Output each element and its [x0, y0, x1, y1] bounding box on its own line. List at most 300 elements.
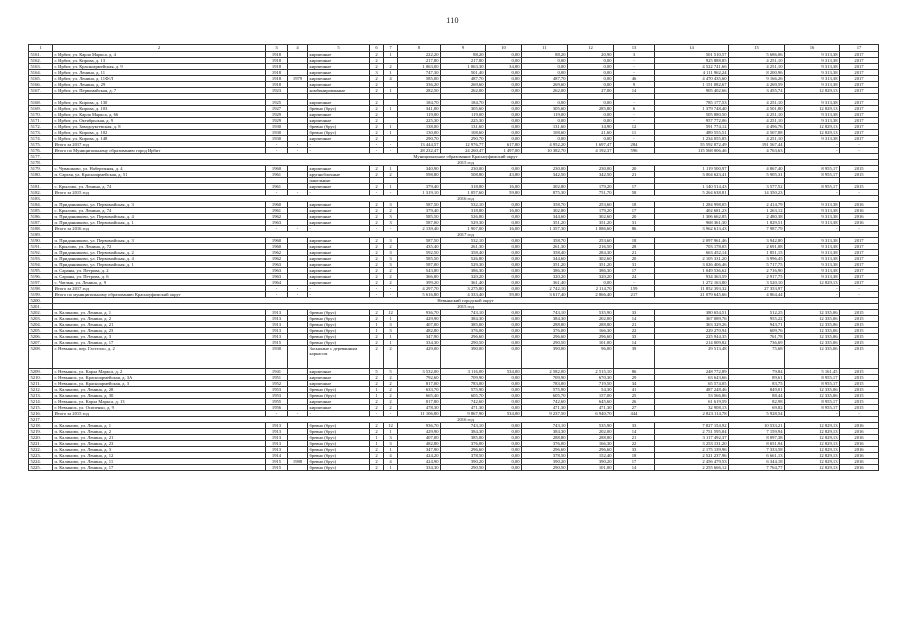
table-cell: 5173. [29, 129, 53, 135]
table-cell: 1 357,30 [522, 225, 568, 231]
table-cell: 13 444,57 [398, 141, 441, 147]
table-cell: 5208. [29, 345, 53, 368]
table-cell: 1 319,10 [398, 189, 441, 195]
row-number-cell: 5178. [29, 159, 53, 165]
table-cell: 2 [370, 171, 384, 177]
table-cell: - [308, 147, 370, 153]
table-cell: бревно (брус) [308, 446, 370, 452]
table-cell: 341,00 [398, 105, 441, 111]
table-cell: 214 009,82 [655, 339, 729, 345]
table-cell: 2017 [840, 81, 879, 87]
table-cell: 11 106,80 [398, 410, 441, 416]
table-cell: 2017 [840, 87, 879, 93]
table-cell: - [370, 147, 384, 153]
table-cell: - [288, 189, 308, 195]
table-cell: 0,00 [486, 333, 522, 339]
table-cell: - [308, 291, 370, 297]
table-cell: 3 520,10 [729, 279, 785, 285]
table-cell: 1963 [266, 219, 288, 225]
table-cell: 2017 [840, 123, 879, 129]
table-cell: 2015 [840, 368, 879, 374]
table-cell: 1 [384, 129, 398, 135]
table-cell: 288,80 [522, 434, 568, 440]
table-cell: 6 [614, 105, 655, 111]
table-cell: - [614, 69, 655, 75]
table-cell: 2016 [840, 446, 879, 452]
table-cell: 1960 [266, 165, 288, 171]
table-cell: г. Ирбит, ул. Заводоуктевская, д. 8 [53, 123, 266, 129]
table-cell: 0,00 [486, 327, 522, 333]
table-cell: 9 313,38 [785, 201, 840, 207]
table-cell: 1 057,60 [441, 189, 486, 195]
table-cell: бревно (брус) [308, 105, 370, 111]
table-cell: 28 [614, 243, 655, 249]
table-cell: 407,00 [398, 321, 441, 327]
table-cell: 20 [614, 165, 655, 171]
table-cell: с. Крылово, ул. Ленина, д. 74 [53, 183, 266, 189]
table-cell: 351,20 [568, 219, 614, 225]
table-cell: 0,00 [486, 464, 522, 470]
table-cell [308, 345, 370, 368]
table-cell: 934 363,59 [655, 273, 729, 279]
table-cell: бревно (брус) [308, 309, 370, 315]
table-cell: 5203. [29, 315, 53, 321]
table-cell: 390,20 [522, 458, 568, 464]
table-cell: 5182. [29, 189, 53, 195]
table-cell: 0,00 [486, 261, 522, 267]
table-cell: 2 [370, 267, 384, 273]
table-cell: 3 617,40 [522, 291, 568, 297]
table-cell: 296,60 [522, 446, 568, 452]
table-cell: 925 888,85 [655, 57, 729, 63]
table-cell: 3 996,45 [729, 255, 785, 261]
table-cell: - [614, 135, 655, 141]
table-cell: 261,30 [522, 243, 568, 249]
table-cell: 2 [370, 219, 384, 225]
table-cell: г. Ирбит, ул. Ленина, д. 11Ф/Л [53, 75, 266, 81]
table-cell: 253,60 [568, 201, 614, 207]
table-cell: 5170. [29, 111, 53, 117]
table-cell: 5210. [29, 374, 53, 380]
table-cell: 12 829,13 [785, 434, 840, 440]
table-cell: - [288, 285, 308, 291]
table-cell: 3 [384, 219, 398, 225]
table-cell: 943,71 [729, 321, 785, 327]
table-cell: 88,20 [522, 51, 568, 57]
table-cell: 2016 [840, 207, 879, 213]
table-cell: 1962 [266, 255, 288, 261]
table-cell: 9 313,38 [785, 243, 840, 249]
table-cell: 5218. [29, 422, 53, 428]
column-number-cell: 8 [398, 45, 441, 52]
table-cell: 575,90 [522, 386, 568, 392]
table-cell: 0,00 [486, 243, 522, 249]
table-cell: 1930 [266, 345, 288, 368]
table-cell: - [384, 285, 398, 291]
table-cell: 4 251,10 [729, 63, 785, 69]
table-cell: 2 480,38 [729, 213, 785, 219]
table-cell: 9 313,38 [785, 237, 840, 243]
table-cell: 16,00 [486, 207, 522, 213]
row-number-cell: 5177. [29, 153, 53, 159]
table-cell: 12 335,06 [785, 345, 840, 368]
table-cell: 21 [614, 321, 655, 327]
table-cell: 159 [614, 285, 655, 291]
table-cell: 0,00 [522, 57, 568, 63]
table-cell: 478,30 [398, 404, 441, 410]
table-cell: 1913 [266, 440, 288, 446]
table-cell: 217,80 [441, 57, 486, 63]
table-cell: 4 496,76 [729, 123, 785, 129]
table-cell: 6 940,70 [568, 410, 614, 416]
table-cell: 0,00 [486, 117, 522, 123]
table-cell: 2015 [840, 345, 879, 368]
table-cell: 2016 [840, 458, 879, 464]
table-cell: 5187. [29, 219, 53, 225]
table-cell: - [384, 225, 398, 231]
table-cell: 1 379 748,40 [655, 105, 729, 111]
table-cell: 5176. [29, 147, 53, 153]
table-cell: 253,60 [568, 237, 614, 243]
table-cell: 379,40 [398, 183, 441, 189]
table-cell: 1925 [266, 99, 288, 105]
table-cell: 2016 [840, 201, 879, 207]
table-cell: 2 [370, 183, 384, 189]
table-cell: г. Ирбит, ул. Ленина, д. 11 [53, 69, 266, 75]
section-title-cell: 2015 год [53, 159, 879, 165]
table-cell: 1929 [266, 117, 288, 123]
table-cell: 1961 [266, 183, 288, 189]
table-cell: 875,30 [522, 189, 568, 195]
table-cell: 1 [370, 440, 384, 446]
table-cell: 5184. [29, 201, 53, 207]
table-cell [288, 345, 308, 368]
table-cell: 2016 [840, 434, 879, 440]
table-cell: 8 955,17 [785, 398, 840, 404]
table-cell: бревно (брус) [308, 321, 370, 327]
table-cell: 1963 [266, 267, 288, 273]
table-cell: 1 263,12 [729, 207, 785, 213]
table-cell: 2015 [840, 404, 879, 410]
table-cell: 0,00 [486, 345, 522, 368]
table-cell: г. Невьянск, ул. Красноармейская, д. 3А [53, 374, 266, 380]
table-cell: г. Невьянск, ул. Красноармейская, д. 3 [53, 380, 266, 386]
table-cell: 1 497,00 [486, 147, 522, 153]
table-cell: 31 [614, 261, 655, 267]
table-cell: 5224. [29, 458, 53, 464]
table-cell: 585,50 [398, 255, 441, 261]
table-cell: бревно (брус) [308, 327, 370, 333]
table-cell: 12 829,13 [785, 129, 840, 135]
row-number-cell: 5200. [29, 297, 53, 303]
page-number: 110 [446, 16, 459, 25]
table-cell: 2 [384, 207, 398, 213]
table-cell: 424,20 [398, 452, 441, 458]
table-cell: 2 [384, 273, 398, 279]
table-cell: 2015 [840, 392, 879, 398]
table-cell: 18 [614, 452, 655, 458]
table-cell: 5196. [29, 273, 53, 279]
table-cell: п. Приданниково, ул. Первомайская, д. 3 [53, 237, 266, 243]
table-cell: 5193. [29, 255, 53, 261]
table-cell: 0,00 [522, 63, 568, 69]
table-cell: 229 270,94 [655, 327, 729, 333]
table-cell: п. Калиново, ул. Ленина, д. 3 [53, 446, 266, 452]
table-cell: 592,50 [398, 249, 441, 255]
table-cell: г. Ирбит, ул. Карла Маркса, д. 4 [53, 51, 266, 57]
table-cell: - [840, 141, 879, 147]
table-cell: 230,00 [568, 165, 614, 171]
column-number-cell: 17 [840, 45, 879, 52]
table-cell: 12 829,13 [785, 428, 840, 434]
table-cell: 9 313,38 [785, 51, 840, 57]
table-cell: 9 313,38 [785, 111, 840, 117]
table-cell: 3 116,00 [441, 368, 486, 374]
table-cell: 1915 [266, 458, 288, 464]
table-cell: 320,20 [568, 273, 614, 279]
table-cell: 0,00 [486, 51, 522, 57]
table-cell: 1913 [266, 428, 288, 434]
table-cell: кирпичные [308, 183, 370, 189]
table-cell: 9 313,38 [785, 57, 840, 63]
table-cell: 17 [614, 207, 655, 213]
table-row [29, 464, 879, 470]
table-cell: 367 089,76 [655, 315, 729, 321]
table-cell: 22 [614, 440, 655, 446]
table-cell: 0,00 [486, 123, 522, 129]
table-cell: - [840, 225, 879, 231]
table-cell: 20 [614, 255, 655, 261]
table-cell: 54,30 [568, 386, 614, 392]
table-cell: 5 717,75 [729, 261, 785, 267]
table-cell: 1 829,51 [729, 219, 785, 225]
table-cell: 596 [614, 147, 655, 153]
table-cell: 2 [370, 111, 384, 117]
table-cell: 179,20 [568, 207, 614, 213]
table-cell: 11 852 393,32 [655, 285, 729, 291]
table-cell: 2 255 666,12 [655, 464, 729, 470]
table-cell: 2 [384, 267, 398, 273]
table-cell: 617,80 [486, 141, 522, 147]
table-cell: 86 [614, 368, 655, 374]
table-cell: 83,75 [729, 380, 785, 386]
table-cell: 358,40 [522, 249, 568, 255]
table-cell: 5164. [29, 69, 53, 75]
table-cell: 2 [370, 99, 384, 105]
table-cell: 1 [384, 69, 398, 75]
table-cell: 32 908,13 [655, 404, 729, 410]
table-cell: 88,20 [441, 51, 486, 57]
table-cell: 2017 [840, 105, 879, 111]
column-number-cell: 3 [266, 45, 288, 52]
table-cell: 17 [614, 458, 655, 464]
table-cell: 3 253 131,20 [655, 440, 729, 446]
table-cell: 9 313,38 [785, 81, 840, 87]
table-cell: - [288, 291, 308, 297]
table-cell: 55 592 872,49 [655, 141, 729, 147]
table-cell: кирпичные [308, 380, 370, 386]
table-cell: 4 251,10 [729, 135, 785, 141]
table-cell: Итого за 2015 год [53, 410, 266, 416]
table-cell: 585,00 [398, 75, 441, 81]
table-cell: 334,30 [398, 339, 441, 345]
table-cell: 2 [370, 135, 384, 141]
table-cell: 376,00 [522, 327, 568, 333]
table-cell: 2 [370, 404, 384, 410]
table-cell: 2 175 139,96 [655, 446, 729, 452]
table-cell: 0,00 [486, 219, 522, 225]
table-cell: 17 [614, 267, 655, 273]
table-cell: п. Калиново, ул. Ленина, д. 21 [53, 321, 266, 327]
table-cell: кирпичные [308, 63, 370, 69]
table-cell: 58 [614, 189, 655, 195]
table-cell: 1 306 662,85 [655, 213, 729, 219]
table-cell: 7 333,58 [729, 446, 785, 452]
table-cell: 34,80 [486, 63, 522, 69]
table-cell: 0,00 [486, 201, 522, 207]
table-cell: 532,10 [441, 237, 486, 243]
table-cell: - [266, 410, 288, 416]
table-cell: 12 335,06 [785, 315, 840, 321]
table-cell: 2 [384, 243, 398, 249]
table-cell: 5220. [29, 434, 53, 440]
table-cell: бревно (брус) [308, 458, 370, 464]
table-cell: - [840, 147, 879, 153]
table-cell: 2 [370, 345, 384, 368]
table-cell: 482,80 [398, 440, 441, 446]
table-cell: 9 237,50 [522, 410, 568, 416]
table-cell: 0,00 [486, 111, 522, 117]
table-cell: 320,20 [522, 273, 568, 279]
table-cell: 2 [370, 123, 384, 129]
table-cell: 378,50 [522, 452, 568, 458]
table-cell: 5213. [29, 392, 53, 398]
table-cell: 3 026 406,46 [655, 261, 729, 267]
table-cell: 12 829,13 [785, 87, 840, 93]
table-cell: - [785, 141, 840, 147]
table-cell: 358,70 [522, 201, 568, 207]
table-cell: 2017 [840, 279, 879, 285]
table-cell: 5163. [29, 63, 53, 69]
table-cell: 63 643,66 [655, 374, 729, 380]
table-cell: 2 521 237,96 [655, 452, 729, 458]
table-cell: 0,00 [486, 129, 522, 135]
table-cell: 12 829,13 [785, 464, 840, 470]
table-cell: 12 335,06 [785, 309, 840, 315]
table-cell: 5179. [29, 165, 53, 171]
table-cell: 1 [384, 51, 398, 57]
table-cell: 1964 [266, 279, 288, 285]
table-cell: 2015 [840, 327, 879, 333]
table-cell: 5165. [29, 75, 53, 81]
table-cell: 390,20 [568, 458, 614, 464]
table-cell: 22 [614, 327, 655, 333]
table-cell: 27 353,97 [729, 285, 785, 291]
table-cell: п. Калиново, ул. Ленина, д. 12 [53, 452, 266, 458]
column-number-cell: 10 [486, 45, 522, 52]
table-cell: 25 [614, 392, 655, 398]
table-cell: 8 651,94 [729, 440, 785, 446]
table-cell: 936,70 [398, 422, 441, 428]
table-cell: г. Невьянск, ул. Осипенко, д. 9 [53, 404, 266, 410]
table-cell: 5 905,31 [729, 171, 785, 177]
table-cell: 1918 [266, 57, 288, 63]
table-cell: 0,00 [486, 165, 522, 171]
table-cell: бревно (брус) [308, 386, 370, 392]
table-cell: 9 313,38 [785, 99, 840, 105]
table-cell: 0,00 [486, 279, 522, 285]
table-cell: 4 507,88 [729, 129, 785, 135]
table-cell: 429,00 [398, 345, 441, 368]
table-cell: кирпичные [308, 404, 370, 410]
table-cell: 5167. [29, 87, 53, 93]
table-cell: кирпичные [308, 135, 370, 141]
table-cell: 5206. [29, 333, 53, 339]
table-cell: - [614, 57, 655, 63]
table-cell: п. Приданниково, ул. Первомайская, д. 3 [53, 201, 266, 207]
table-cell: 4 111 962,24 [655, 69, 729, 75]
table-cell: 0,00 [486, 99, 522, 105]
table-cell: 378,50 [441, 452, 486, 458]
table-cell: 444 [614, 410, 655, 416]
table-cell: 2017 [840, 57, 879, 63]
table-cell: 5172. [29, 123, 53, 129]
table-cell: 529,30 [441, 219, 486, 225]
table-cell: 487,70 [522, 75, 568, 81]
column-number-cell: 9 [441, 45, 486, 52]
table-cell: 376,00 [441, 440, 486, 446]
table-cell: - [384, 189, 398, 195]
table-cell: 0,00 [522, 117, 568, 123]
table-cell: 6 344,18 [729, 458, 785, 464]
table-cell: 543,80 [398, 267, 441, 273]
table-cell: 53 566,86 [655, 392, 729, 398]
table-cell: 262,00 [522, 87, 568, 93]
table-cell: 18 [614, 237, 655, 243]
table-cell: 384,30 [522, 428, 568, 434]
table-cell: 269,60 [522, 81, 568, 87]
table-cell: 296,60 [522, 333, 568, 339]
table-cell: - [370, 291, 384, 297]
table-cell: 0,00 [486, 428, 522, 434]
table-cell: 1960 [266, 201, 288, 207]
table-cell: 1913 [266, 315, 288, 321]
table-cell: 1960 [266, 243, 288, 249]
table-cell: 33 [614, 333, 655, 339]
table-cell: п. Калиново, ул. Ленина, д. 2 [53, 315, 266, 321]
table-cell: 605,70 [441, 392, 486, 398]
table-cell: 2015 [840, 321, 879, 327]
table-cell: 0,00 [486, 446, 522, 452]
table-cell: 3 117 492,37 [655, 434, 729, 440]
table-cell: 5219. [29, 428, 53, 434]
table-cell: 2 [370, 333, 384, 339]
table-cell: 261,30 [441, 243, 486, 249]
table-cell: 1960 [266, 237, 288, 243]
table-cell: 2017 [840, 99, 879, 105]
table-cell: 390,20 [441, 458, 486, 464]
table-cell: 2 [384, 374, 398, 380]
table-cell: 8 955,17 [785, 404, 840, 410]
table-cell: 2015 [840, 398, 879, 404]
table-cell: 290,70 [441, 135, 486, 141]
table-cell: 1 [384, 333, 398, 339]
table-cell: 535,90 [568, 309, 614, 315]
table-cell: 4 251,10 [729, 111, 785, 117]
table-cell: кирпичные [308, 75, 370, 81]
table-cell: 166,30 [568, 440, 614, 446]
table-cell: 29 513,48 [655, 345, 729, 368]
